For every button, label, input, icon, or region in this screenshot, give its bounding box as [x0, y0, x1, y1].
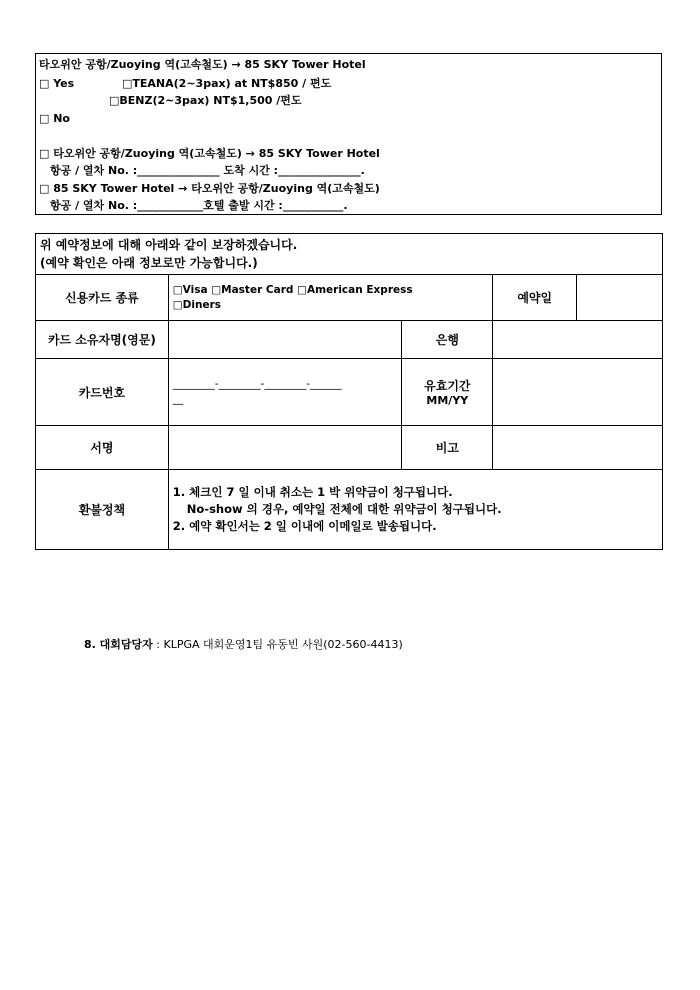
contact-key: 8. 대회담당자	[84, 638, 153, 651]
bank-label: 은행	[402, 321, 493, 359]
signature-label: 서명	[36, 426, 169, 470]
expiry-field[interactable]	[493, 359, 663, 426]
card-type-options-line2[interactable]: □Diners	[172, 298, 222, 311]
contact-person	[84, 636, 403, 652]
transfer-route-title: 타오위안 공항/Zuoying 역(고속철도) → 85 SKY Tower Hotel	[39, 58, 366, 71]
transfer-section	[35, 53, 662, 215]
card-number-blank-line1: ________-________-________-______	[172, 378, 342, 390]
card-type-options[interactable]	[168, 275, 493, 321]
refund-line3: 2. 예약 확인서는 2 일 이내에 이메일로 발송됩니다.	[172, 519, 437, 533]
card-number-field[interactable]	[168, 359, 402, 426]
card-type-label: 신용카드 종류	[36, 275, 169, 321]
transfer-yes-checkbox[interactable]: □ Yes	[39, 77, 75, 90]
booking-date-field[interactable]	[577, 275, 663, 321]
refund-policy-label: 환불정책	[36, 470, 169, 550]
cardholder-label: 카드 소유자명(영문)	[36, 321, 169, 359]
card-type-options-line1[interactable]: □Visa □Master Card □American Express	[172, 283, 413, 296]
remarks-label: 비고	[402, 426, 493, 470]
contact-value: : KLPGA 대회운영1팀 유동빈 사원(02-560-4413)	[152, 638, 403, 651]
remarks-field[interactable]	[493, 426, 663, 470]
guarantee-table	[35, 233, 663, 550]
bank-field[interactable]	[493, 321, 663, 359]
guarantee-notice-line1: 위 예약정보에 대해 아래와 같이 보장하겠습니다.	[40, 238, 298, 252]
card-number-label: 카드번호	[36, 359, 169, 426]
refund-line1: 1. 체크인 7 일 이내 취소는 1 박 위약금이 청구됩니다.	[172, 485, 453, 499]
transfer-no-checkbox[interactable]: □ No	[39, 112, 70, 125]
expiry-label	[402, 359, 493, 426]
teana-option-checkbox[interactable]: □TEANA(2~3pax) at NT$850 / 편도	[122, 77, 332, 90]
signature-field[interactable]	[168, 426, 402, 470]
arrival-fields[interactable]: 항공 / 열차 No. :_______________ 도착 시간 :_______________.	[50, 164, 365, 177]
cardholder-field[interactable]	[168, 321, 402, 359]
refund-policy-text	[168, 470, 662, 550]
booking-date-label: 예약일	[493, 275, 577, 321]
benz-option-checkbox[interactable]: □BENZ(2~3pax) NT$1,500 /편도	[109, 94, 302, 107]
card-number-blank-line2: __	[172, 393, 184, 405]
guarantee-notice	[36, 234, 663, 275]
guarantee-notice-line2: (예약 확인은 아래 정보로만 가능합니다.)	[40, 256, 258, 270]
arrival-route-checkbox[interactable]: □ 타오위안 공항/Zuoying 역(고속철도) → 85 SKY Tower Hotel	[39, 147, 380, 160]
departure-fields[interactable]: 항공 / 열차 No. :____________호텔 출발 시간 :___________.	[50, 199, 348, 212]
expiry-label-line2: MM/YY	[426, 394, 469, 407]
refund-line2: No-show 의 경우, 예약일 전체에 대한 위약금이 청구됩니다.	[186, 502, 502, 516]
expiry-label-line1: 유효기간	[424, 379, 471, 393]
departure-route-checkbox[interactable]: □ 85 SKY Tower Hotel → 타오위안 공항/Zuoying 역(고속철도)	[39, 182, 380, 195]
